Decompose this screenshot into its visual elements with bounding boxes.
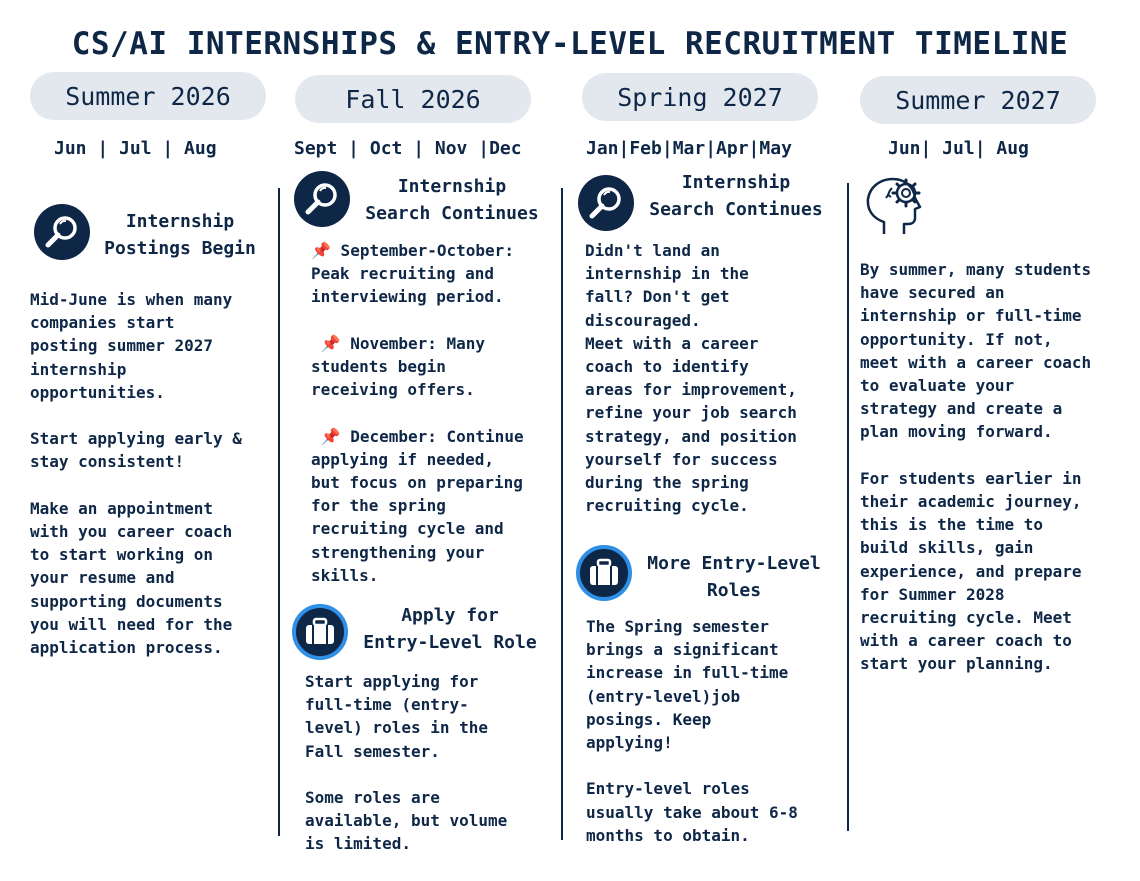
months-summer-2027: Jun| Jul| Aug <box>888 138 1029 159</box>
magnifier-icon <box>578 175 634 231</box>
briefcase-icon <box>292 604 348 660</box>
section-body: Start applying for full-time (entry- level) roles in the Fall semester. Some roles are available, but volume is limited. <box>305 672 508 854</box>
section-heading: Apply for Entry-Level Role <box>363 605 537 653</box>
column-divider <box>847 183 849 831</box>
months-fall-2026: Sept | Oct | Nov |Dec <box>294 138 522 159</box>
section-heading: Internship Postings Begin <box>104 211 256 259</box>
section-body: 📌 September-October: Peak recruiting and interviewing period. 📌 November: Many students begin receiving offers. 📌 December: Continue applying if needed, but focus on preparing for the spring recruiting cycle and strengthening your skills. <box>311 241 524 585</box>
season-pill-summer-2027: Summer 2027 <box>860 76 1096 124</box>
season-pill-spring-2027: Spring 2027 <box>582 73 818 121</box>
section-body: Mid-June is when many companies start posting summer 2027 internship opportunities. Start applying early & stay consistent! Make an appointment with you career coach to start working on your resume and supporting documents you will need for the application process. <box>30 290 242 658</box>
section-heading: More Entry-Level Roles <box>647 553 821 601</box>
section-body: Didn't land an internship in the fall? Don't get discouraged. Meet with a career coach to identify areas for improvement, refine your job search strategy, and position yourself for success during the spring recruiting cycle. <box>585 241 797 516</box>
briefcase-icon <box>576 545 632 601</box>
season-pill-summer-2026: Summer 2026 <box>30 72 266 120</box>
magnifier-icon <box>34 204 90 260</box>
months-summer-2026: Jun | Jul | Aug <box>54 138 217 159</box>
magnifier-icon <box>294 171 350 227</box>
head-gear-icon <box>862 176 928 236</box>
column-divider <box>278 188 280 836</box>
months-spring-2027: Jan|Feb|Mar|Apr|May <box>586 138 792 159</box>
section-body: The Spring semester brings a significant increase in full-time (entry-level)job posings. Keep applying! Entry-level roles usually take about 6-8 months to obtain. <box>586 617 798 845</box>
column-divider <box>561 188 563 840</box>
section-heading: Internship Search Continues <box>649 172 823 220</box>
section-body: By summer, many students have secured an internship or full-time opportunity. If not, meet with a career coach to evaluate your strategy and create a plan moving forward. For students earlier in their academic journey, this is the time to build skills, gain experience, and prepare for Summer 2028 recruiting cycle. Meet with a career coach to start your planning. <box>860 260 1092 674</box>
section-heading: Internship Search Continues <box>365 176 539 224</box>
season-pill-fall-2026: Fall 2026 <box>295 75 531 123</box>
page-title: CS/AI INTERNSHIPS & ENTRY-LEVEL RECRUITMENT TIMELINE <box>71 26 1069 62</box>
